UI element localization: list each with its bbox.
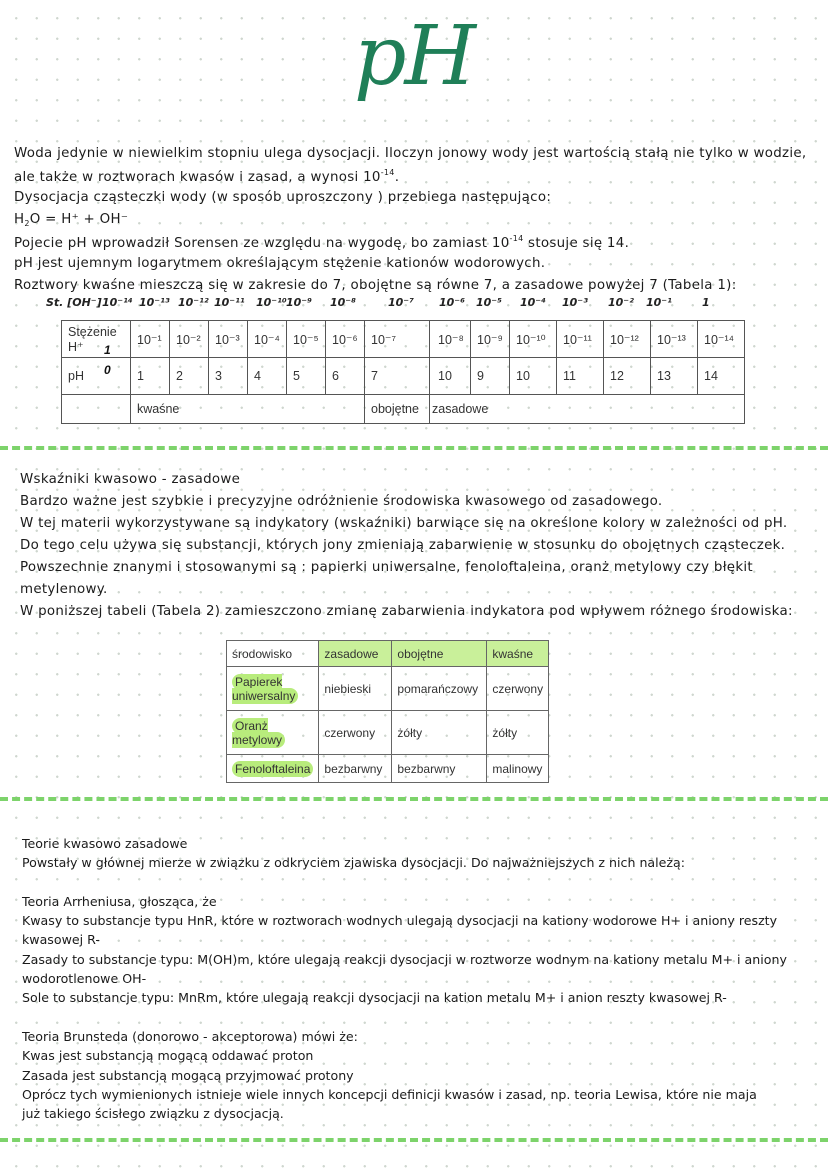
section-divider: [0, 797, 828, 801]
table-header-row: środowisko zasadowe obojętne kwaśne: [227, 641, 549, 667]
ph-table: [61, 320, 745, 424]
indicator-table: [226, 640, 549, 783]
row-label: Stężenie H⁺ 1: [62, 321, 131, 358]
text-line: Oprócz tych wymienionych istnieje wiele innych koncepcji definicji kwasów i zasad, np. teoria Lewisa, które nie maja: [22, 1087, 757, 1102]
basic-cell: zasadowe: [430, 395, 745, 424]
text-line: pH jest ujemnym logarytmem określającym stężenie kationów wodorowych.: [14, 256, 546, 271]
text-line: Pojecie pH wprowadził Sorensen ze względu na wygodę, bo zamiast $10^{-14}$ stosuje się 14.: [14, 234, 630, 251]
section-divider: [0, 446, 828, 450]
text-line: kwasowej R-: [22, 932, 100, 947]
oh-scale: St. [OH⁻] 10⁻¹⁴ 10⁻¹³ 10⁻¹² 10⁻¹¹ 10⁻¹⁰ 10⁻⁹ 10⁻⁸ 10⁻⁷ 10⁻⁶ 10⁻⁵ 10⁻⁴ 10⁻³ 10⁻² 10⁻¹ 1: [46, 296, 710, 309]
table-row: [62, 395, 745, 424]
text-line: ale także w roztworach kwasów i zasad, a wynosi $10^{-14}$.: [14, 168, 400, 185]
text-line: Woda jedynie w niewielkim stopniu ulega dysocjacji. Iloczyn jonowy wody jest wartością stałą nie tylko w wodzie,: [14, 146, 807, 161]
text-line: Do tego celu używa się substancji, których jony zmieniają zabarwienie w stosunku do obojętnych cząsteczek.: [20, 538, 786, 553]
section-divider: [0, 1138, 828, 1142]
text-line: Kwas jest substancją mogącą oddawać proton: [22, 1048, 314, 1063]
text-line: Roztwory kwaśne mieszczą się w zakresie do 7, obojętne są równe 7, a zasadowe powyżej 7 (Tabela 1):: [14, 278, 737, 293]
text-line: Zasada jest substancją mogącą przyjmować protony: [22, 1068, 354, 1083]
text-line: Bardzo ważne jest szybkie i precyzyjne odróżnienie środowiska kwasowego od zasadowego.: [20, 494, 663, 509]
table-row: Oranż metylowy czerwony żółty żółty: [227, 711, 549, 755]
text-line: Powszechnie znanymi i stosowanymi są : papierki uniwersalne, fenoloftaleina, oranż metylowy czy błękit: [20, 560, 753, 575]
scale-label: St. [OH⁻]: [46, 296, 102, 309]
table-row: pH 0 1 2 3 4 5 6 7 10 9 10 11 12 13 14: [62, 358, 745, 395]
text-line: Sole to substancje typu: MnRm, które ulegają reakcji dysocjacji na kation metalu M+ i anion reszty kwasowej R-: [22, 990, 727, 1005]
acidic-cell: kwaśne: [131, 395, 365, 424]
text-line: Powstały w głównej mierze w związku z odkryciem zjawiska dysocjacji. Do najważniejszych z nich należą:: [22, 855, 685, 870]
text-line: Dysocjacja cząsteczki wody (w sposób uproszczony ) przebiega następująco:: [14, 190, 552, 205]
text-line: Zasady to substancje typu: M(OH)m, które ulegają reakcji dysocjacji w roztworze wodnym na kationy metalu M+ i aniony: [22, 952, 787, 967]
neutral-cell: obojętne: [365, 395, 430, 424]
text-line: już takiego ścisłego związku z dysocjacją.: [22, 1106, 284, 1121]
text-line: Kwasy to substancje typu HnR, które w roztworach wodnych ulegają dysocjacji na kationy wodorowe H+ i aniony reszty: [22, 913, 778, 928]
text-line: Teoria Brunsteda (donorowo - akceptorowa) mówi że:: [22, 1029, 358, 1044]
text-line: metylenowy.: [20, 582, 108, 597]
row-label: pH 0: [62, 358, 131, 395]
page-title: pH: [353, 9, 474, 104]
table-row: Stężenie H⁺ 1 10⁻¹ 10⁻² 10⁻³ 10⁻⁴ 10⁻⁵ 10⁻⁶ 10⁻⁷ 10⁻⁸ 10⁻⁹ 10⁻¹⁰ 10⁻¹¹ 10⁻¹² 10⁻¹³ 10⁻¹⁴: [62, 321, 745, 358]
text-line: Teoria Arrheniusa, głosząca, że: [22, 894, 217, 909]
section-heading: Wskaźniki kwasowo - zasadowe: [20, 472, 241, 487]
table-row: Papierek uniwersalny niebieski pomarańczowy czerwony: [227, 667, 549, 711]
text-line: W poniższej tabeli (Tabela 2) zamieszczono zmianę zabarwienia indykatora pod wpływem różnego środowiska:: [20, 604, 793, 619]
equation: $H_2O = H^+ + OH^-$: [14, 212, 129, 228]
table-row: Fenoloftaleina bezbarwny bezbarwny malinowy: [227, 755, 549, 783]
text-line: wodorotlenowe OH-: [22, 971, 147, 986]
text-line: W tej materii wykorzystywane są indykatory (wskaźniki) barwiące się na określone kolory w zależności od pH.: [20, 516, 788, 531]
section-heading: Teorie kwasowo zasadowe: [22, 836, 188, 851]
